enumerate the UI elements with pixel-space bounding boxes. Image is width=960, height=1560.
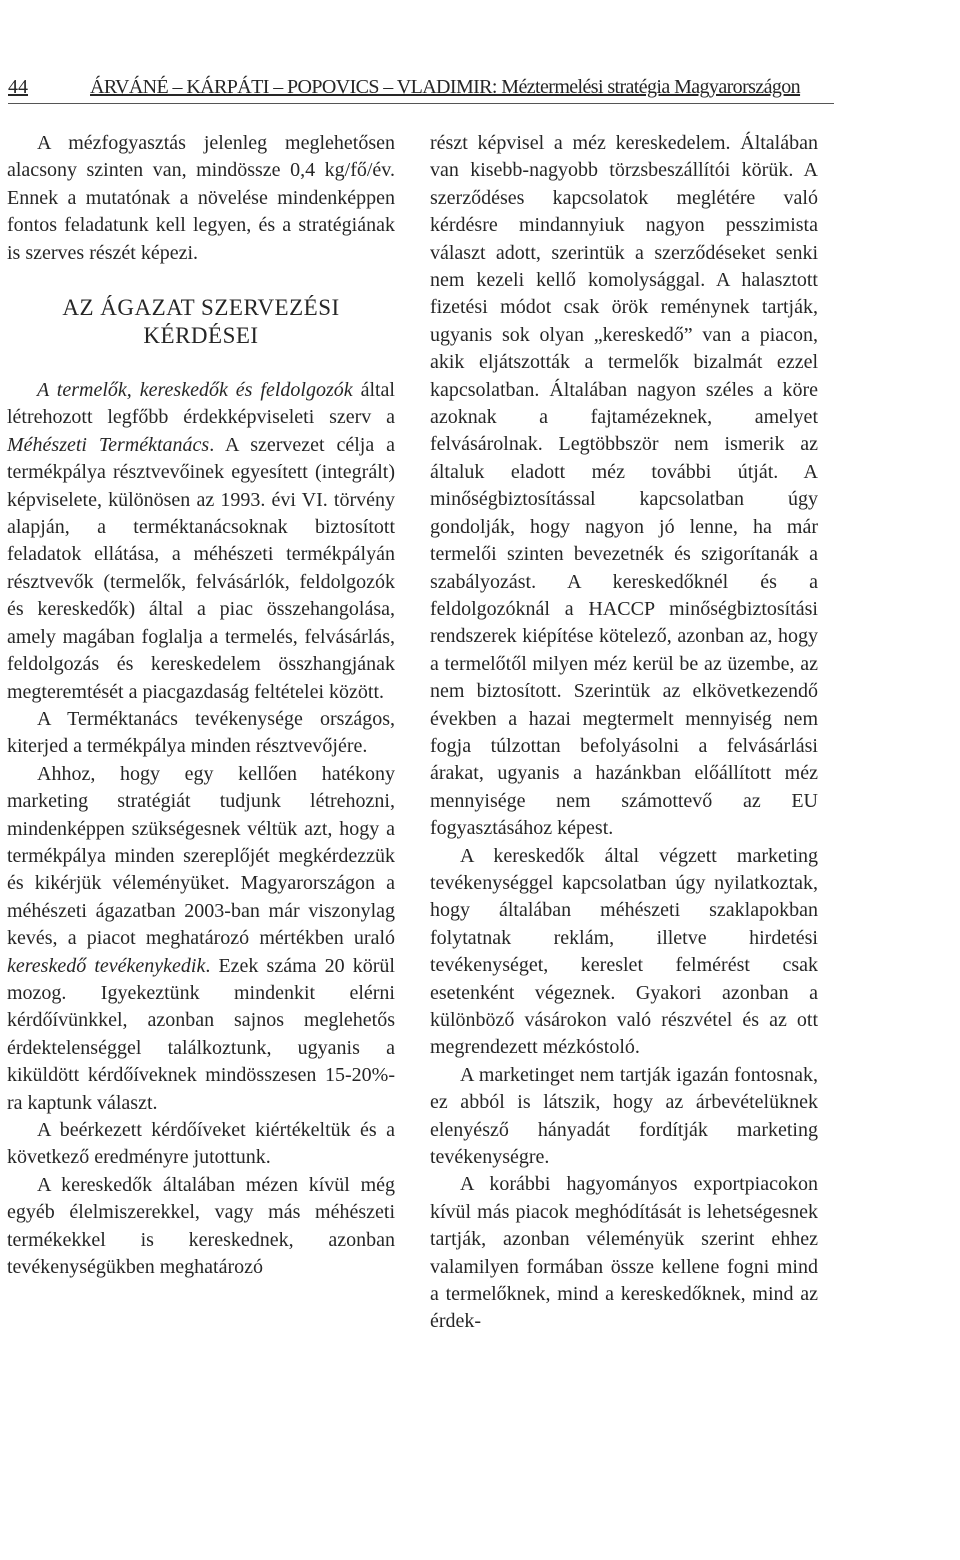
text-run: Ahhoz, hogy egy kellően hatékony marketing stratégiát tudjunk létrehozni, mindenképpen szükségesnek véltük azt, hogy a termékpálya minden szereplőjét megkérdezzük és kikérjük véleményüket. Magyarországon a méhészeti ágazatban 2003-ban már viszonylag kevés, a piacot meghatározó mértékben uraló: [7, 762, 395, 950]
right-column: [430, 130, 818, 1336]
italic-text: A termelők, kereskedők és feldolgozók: [37, 379, 353, 402]
header-rule: [8, 103, 834, 104]
italic-text: kereskedő tevékenykedik: [7, 954, 206, 977]
page-header: [8, 76, 834, 102]
text-run: . A szervezet célja a termékpálya résztvevőinek egyesített (integrált) képviselete, különösen az 1993. évi VI. törvény alapján, a terméktanácsoknak biztosított feladatok ellátása, a méhészeti termékpályán résztvevők (termelők, felvásárlók, feldolgozók és kereskedők) által a piac összehangolása, amely magában foglalja a termelés, felvásárlás, feldolgozás és kereskedelem összhangjának megteremtését a piacgazdaság feltételei között.: [7, 433, 395, 703]
paragraph: [7, 377, 395, 706]
paragraph: A mézfogyasztás jelenleg meglehetősen alacsony szinten van, mindössze 0,4 kg/fő/év. Ennek a mutatónak a növelése mindenképpen fontos feladatunk kell legyen, és a stratégiának is szerves részét képezi.: [7, 132, 395, 264]
paragraph: A Terméktanács tevékenysége országos, kiterjed a termékpálya minden résztvevőjére.: [7, 707, 395, 758]
page-number: 44: [8, 76, 28, 98]
italic-text: Méhészeti Terméktanács: [7, 433, 210, 456]
paragraph: A kereskedők általában mézen kívül még egyéb élelmiszerekkel, vagy más méhészeti termékekkel is kereskednek, azonban tevékenységükben meghatározó: [7, 1173, 395, 1279]
paragraph: A marketinget nem tartják igazán fontosnak, ez abból is látszik, hogy az árbevételüknek elenyésző hányadát fordítják marketing tevékenységre.: [430, 1063, 818, 1169]
running-title: ÁRVÁNÉ – KÁRPÁTI – POPOVICS – VLADIMIR: Méztermelési stratégia Magyarországon: [90, 76, 801, 98]
paragraph: részt képvisel a méz kereskedelem. Általában van kisebb-nagyobb törzsbeszállítói körük. A szerződéses kapcsolatok meglétére való kérdésre mindannyiuk nagyon pesszimista választ adott, szerintük a szerződéseket senki nem kezeli kellő komolysággal. A halasztott fizetési módot csak örök reménynek tartják, ugyanis sok olyan „kereskedő” van a piacon, akik eljátszották a termelők bizalmát ezzel kapcsolatban. Általában nagyon széles a köre azoknak a fajtamézeknek, amelyet felvásárolnak. Legtöbbször nem ismerik az általuk eladott méz további útját. A minőségbiztosítással kapcsolatban úgy gondolják, hogy nagyon jó lenne, ha már termelői szinten bevezetnék és szigorítanák a szabályozást. A kereskedőknél és a feldolgozóknál a HACCP minőségbiztosítási rendszerek kiépítése kötelező, azonban az, hogy a termelőtől milyen méz kerül be az üzembe, az nem biztosított. Szerintük az elkövetkezendő években a hazai megtermelt mennyiség nem fogja túlzottan befolyásolni a felvásárlási árakat, ugyanis a hazánkban előállított méz mennyisége nem számottevő az EU fogyasztásához képest.: [430, 132, 818, 840]
left-column: [7, 130, 395, 1281]
paragraph: A beérkezett kérdőíveket kiértékeltük és a következő eredményre jutottunk.: [7, 1119, 395, 1169]
paragraph: A korábbi hagyományos exportpiacokon kívül más piacok meghódítását is lehetségesnek tartják, azonban véleményük szerint ehhez valamilyen formában össze kellene fogni mind a termelőknek, mind a kereskedőknek, mind az érdek-: [430, 1173, 818, 1333]
heading-line: AZ ÁGAZAT SZERVEZÉSI: [62, 295, 340, 321]
heading-line: KÉRDÉSEI: [143, 323, 259, 349]
paragraph: A kereskedők által végzett marketing tevékenységgel kapcsolatban úgy nyilatkoztak, hogy általában méhészeti szaklapokban folytatnak reklám, illetve hirdetési tevékenységet, kereslet felmérést csak esetenként végeznek. Gyakori azonban a különböző vásárokon való részvétel és az ott megrendezett mézkóstoló.: [430, 844, 818, 1059]
text-run: . Ezek száma 20 körül mozog. Igyekeztünk mindenkit elérni kérdőívünkkel, azonban sajnos meglehetős érdektelenséggel találkoztunk, ugyanis a kiküldött kérdőíveknek mindösszesen 15-20%-ra kaptunk választ.: [7, 954, 395, 1114]
section-heading: [7, 294, 395, 350]
text-run: által létrehozott legfőbb érdekképviseleti szerv a: [7, 379, 395, 429]
paragraph: [7, 761, 395, 1117]
